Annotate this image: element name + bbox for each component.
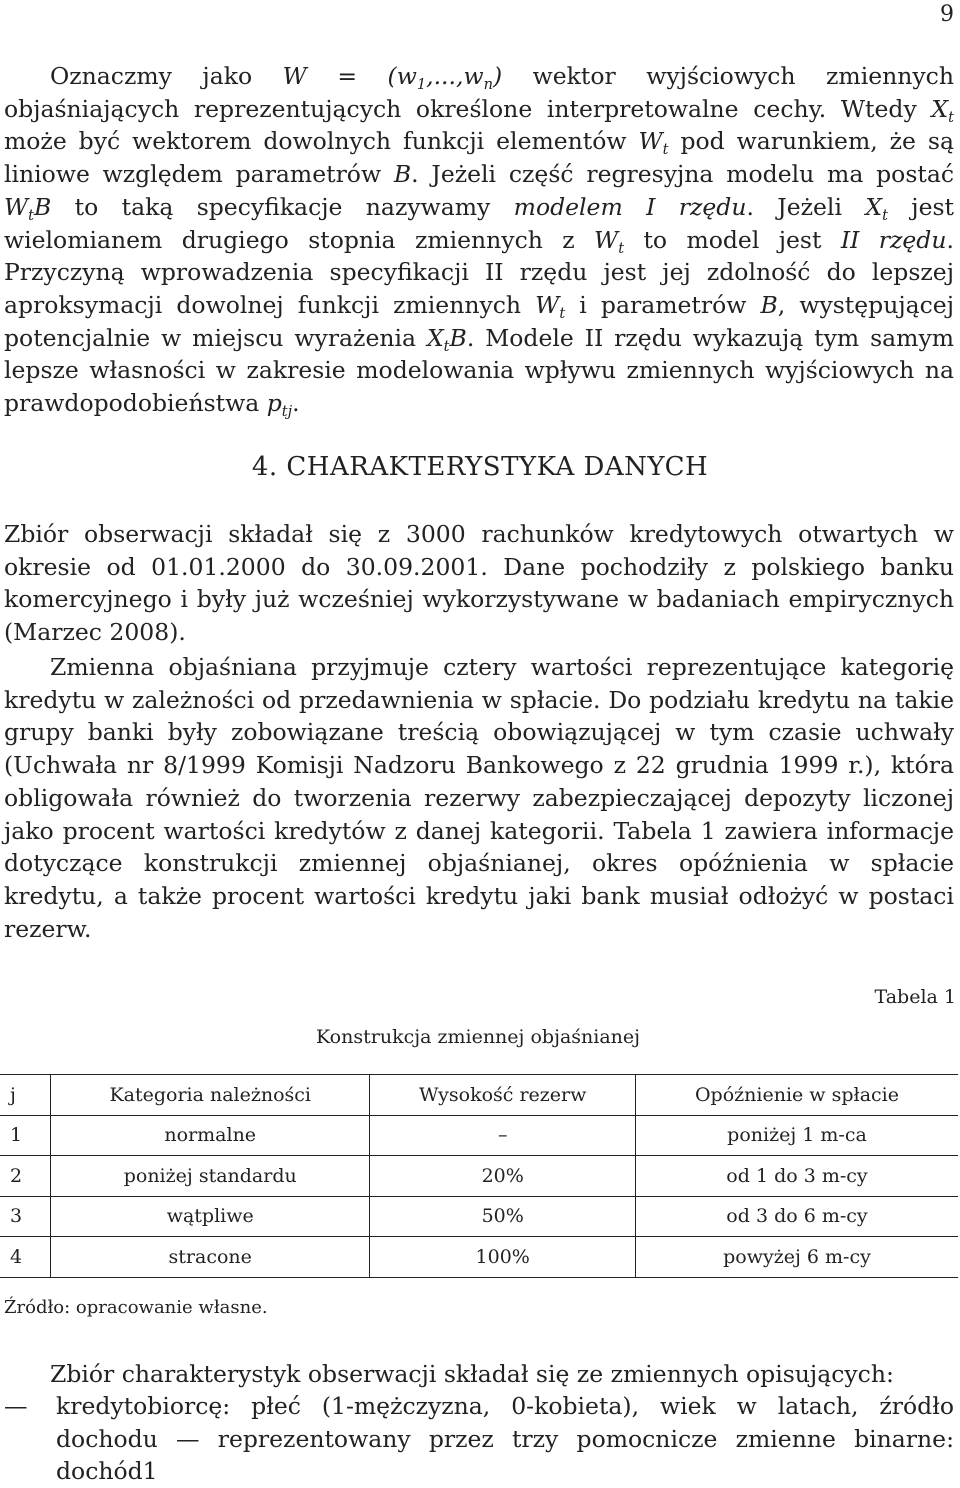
paragraph-data-set: Zbiór obserwacji składał się z 3000 rachunków kredytowych otwartych w okresie od 01.01.2000 do 30.09.2001. Dane pochodziły z polskiego banku komercyjnego i były już wcześniej wykorzystywane w badaniach empirycznych (Marzec 2008). — [4, 520, 954, 647]
table-cell: 2 — [0, 1156, 51, 1197]
table-cell: 1 — [0, 1115, 51, 1156]
table-cell: poniżej 1 m-ca — [635, 1115, 958, 1156]
paragraph-characteristics-intro: Zbiór charakterystyk obserwacji składał się ze zmiennych opisujących: — [50, 1360, 894, 1388]
table-cell: – — [370, 1115, 636, 1156]
table-cell: od 1 do 3 m-cy — [635, 1156, 958, 1197]
list-item — [4, 1390, 954, 1488]
table-cell: 100% — [370, 1237, 636, 1278]
table-cell: normalne — [51, 1115, 370, 1156]
data-table — [0, 1074, 958, 1278]
table-header-row — [0, 1075, 958, 1116]
table-label: Tabela 1 — [874, 986, 956, 1008]
table-cell: 50% — [370, 1196, 636, 1237]
table-cell: od 3 do 6 m-cy — [635, 1196, 958, 1237]
table-source-note: Źródło: opracowanie własne. — [4, 1297, 268, 1318]
table-row — [0, 1115, 958, 1156]
table-header-cell: Wysokość rezerw — [370, 1075, 636, 1116]
page-number: 9 — [940, 2, 954, 27]
table-cell: powyżej 6 m-cy — [635, 1237, 958, 1278]
table-row — [0, 1156, 958, 1197]
table-row — [0, 1237, 958, 1278]
table-cell: wątpliwe — [51, 1196, 370, 1237]
table-header-cell: Kategoria należności — [51, 1075, 370, 1116]
paragraph-dependent-variable: Zmienna objaśniana przyjmuje cztery wartości reprezentujące kategorię kredytu w zależności od przedawnienia w spłacie. Do podziału kredytu na takie grupy banki były zobowiązane treścią obowiązującej w tym czasie uchwały (Uchwała nr 8/1999 Komisji Nadzoru Bankowego z 22 grudnia 1999 r.), która obligowała również do tworzenia rezerwy zabezpieczającej depozyty liczonej jako procent wartości kredytów z danej kategorii. Tabela 1 zawiera informacje dotyczące konstrukcji zmiennej objaśnianej, okres opóźnienia w spłacie kredytu, a także procent wartości kredytu jaki bank musiał odłożyć w postaci rezerw. — [4, 653, 954, 943]
paragraph-model-specification: Oznaczmy jako $W = (w_1,...,w_n)$ wektor wyjściowych zmiennych objaśniających reprezentujących określone interpretowalne cechy. Wtedy $X_t$ może być wektorem dowolnych funkcji elementów $W_t$ pod warunkiem, że są liniowe względem parametrów B. Jeżeli część regresyjna modelu ma postać $W_tB$ to taką specyfikacje nazywamy modelem I rzędu. Jeżeli $X_t$ jest wielomianem drugiego stopnia zmiennych z $W_t$ to model jest II rzędu. Przyczyną wprowadzenia specyfikacji II rzędu jest jej zdolność do lepszej aproksymacji dowolnej funkcji zmiennych $W_t$ i parametrów B, występującej potencjalnie w miejscu wyrażenia $X_tB$. Modele II rzędu wykazują tym samym lepsze własności w zakresie modelowania wpływu zmiennych wyjściowych na prawdopodobieństwa $p_{tj}$. — [4, 62, 955, 421]
table-cell: 20% — [370, 1156, 636, 1197]
list-dash: — — [4, 1392, 28, 1420]
table-cell: 4 — [0, 1237, 51, 1278]
list-item-text: kredytobiorcę: płeć (1-mężczyzna, 0-kobieta), wiek w latach, źródło dochodu — reprezentowany przez trzy pomocnicze zmienne binarne: dochód1 — [56, 1392, 954, 1486]
section-heading: 4. CHARAKTERYSTYKA DANYCH — [251, 452, 709, 482]
table-row — [0, 1196, 958, 1237]
table-title: Konstrukcja zmiennej objaśnianej — [316, 1026, 641, 1048]
table-cell: stracone — [51, 1237, 370, 1278]
table-cell: poniżej standardu — [51, 1156, 370, 1197]
table-cell: 3 — [0, 1196, 51, 1237]
table-header-cell: Opóźnienie w spłacie — [635, 1075, 958, 1116]
table-header-cell: j — [0, 1075, 51, 1116]
